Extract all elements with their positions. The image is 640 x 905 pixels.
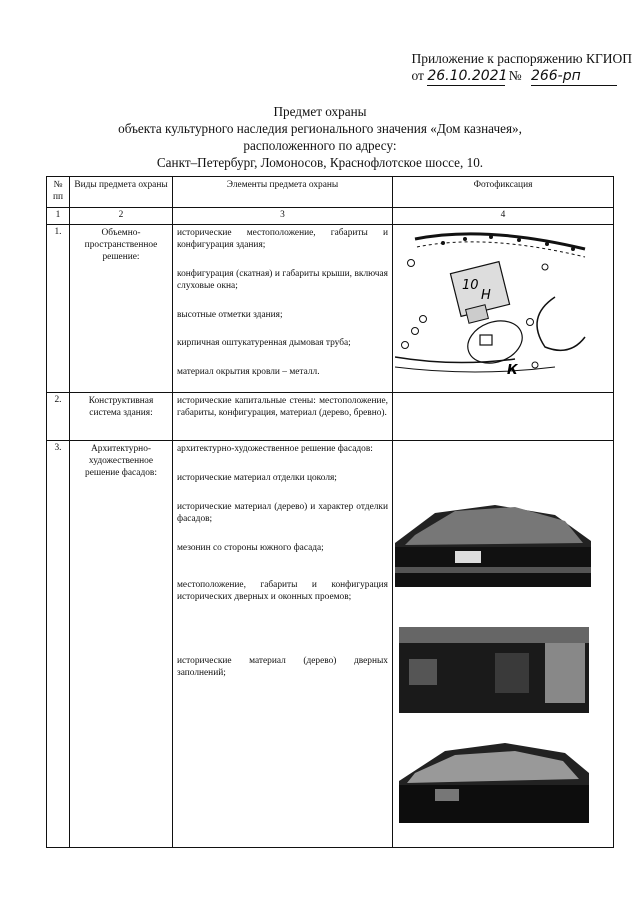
document-title bbox=[0, 103, 640, 171]
order-number: 266-рп bbox=[531, 68, 617, 86]
order-line bbox=[411, 67, 632, 86]
col-number: 4 bbox=[393, 207, 614, 225]
element-item: архитектурно-художественное решение фасадов: bbox=[177, 444, 373, 455]
table-header-row bbox=[47, 177, 614, 208]
title-line-2: объекта культурного наследия регионального значения «Дом казначея», bbox=[118, 121, 522, 136]
element-item: исторические материал (дерево) и характер отделки фасадов; bbox=[177, 501, 388, 524]
element-item: высотные отметки здания; bbox=[177, 309, 283, 320]
element-item: мезонин со стороны южного фасада; bbox=[177, 542, 324, 553]
empty-photo-cell bbox=[393, 393, 614, 441]
table-row bbox=[47, 441, 614, 848]
header-elements: Элементы предмета охраны bbox=[173, 177, 393, 208]
order-date: 26.10.2021 bbox=[427, 68, 508, 84]
site-plan-image bbox=[395, 227, 591, 377]
header-number: № пп bbox=[47, 177, 70, 208]
protection-subject-table bbox=[46, 176, 614, 848]
site-plan-cell bbox=[393, 225, 614, 393]
facade-photos bbox=[395, 443, 591, 843]
protection-elements bbox=[173, 393, 393, 441]
element-item: материал окрытия кровли – металл. bbox=[177, 367, 320, 378]
number-label: № bbox=[508, 68, 522, 83]
element-item: исторические материал отделки цоколя; bbox=[177, 473, 337, 484]
facade-photo-3 bbox=[399, 741, 589, 823]
element-item: конфигурация (скатная) и габариты крыши, включая слуховые окна; bbox=[177, 268, 388, 291]
facade-photo-2 bbox=[399, 627, 589, 713]
row-number: 3. bbox=[47, 441, 70, 848]
facade-photo-1 bbox=[395, 505, 591, 587]
protection-elements bbox=[173, 441, 393, 848]
column-number-row bbox=[47, 207, 614, 225]
element-item: исторические местоположение, габариты и конфигурация здания; bbox=[177, 228, 388, 251]
header-type: Виды предмета охраны bbox=[70, 177, 173, 208]
table-row bbox=[47, 393, 614, 441]
from-label: от bbox=[411, 68, 424, 83]
title-line-3: расположенного по адресу: bbox=[243, 138, 397, 153]
element-item: исторические материал (дерево) дверных заполнений; bbox=[177, 655, 388, 678]
row-number: 1. bbox=[47, 225, 70, 393]
plan-label: 10 bbox=[462, 278, 479, 294]
appendix-line: Приложение к распоряжению КГИОП bbox=[411, 51, 632, 66]
title-line-1: Предмет охраны bbox=[273, 104, 367, 119]
protection-type: Конструктивная система здания: bbox=[70, 393, 173, 441]
row-number: 2. bbox=[47, 393, 70, 441]
element-item: кирпичная оштукатуренная дымовая труба; bbox=[177, 338, 351, 349]
document-header bbox=[411, 50, 632, 86]
facade-photos-cell bbox=[393, 441, 614, 848]
plan-label: К bbox=[507, 363, 518, 378]
element-item: местоположение, габариты и конфигурация исторических дверных и оконных проемов; bbox=[177, 580, 388, 603]
element-item: исторические капитальные стены: местоположение, габариты, конфигурация, материал (дерево, бревно). bbox=[177, 396, 388, 419]
title-line-4: Санкт–Петербург, Ломоносов, Краснофлотское шоссе, 10. bbox=[156, 155, 484, 170]
table-row bbox=[47, 225, 614, 393]
col-number: 2 bbox=[70, 207, 173, 225]
protection-type: Объемно-пространственное решение: bbox=[70, 225, 173, 393]
protection-type: Архитектурно-художественное решение фасадов: bbox=[70, 441, 173, 848]
header-photo: Фотофиксация bbox=[393, 177, 614, 208]
plan-label: Н bbox=[481, 288, 491, 304]
col-number: 3 bbox=[173, 207, 393, 225]
protection-elements bbox=[173, 225, 393, 393]
col-number: 1 bbox=[47, 207, 70, 225]
